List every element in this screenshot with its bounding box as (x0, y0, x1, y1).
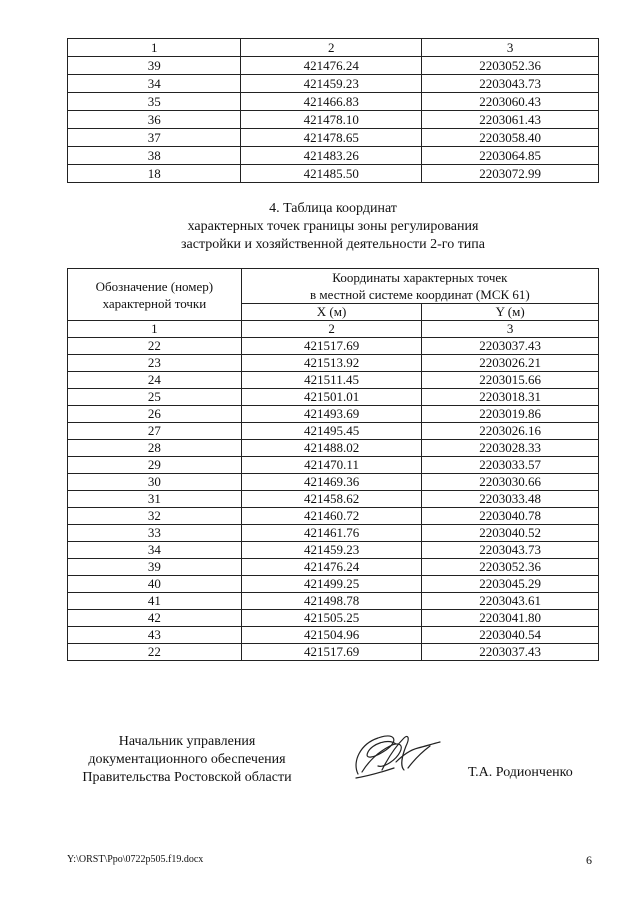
table-row (68, 491, 599, 508)
table-row (68, 57, 599, 75)
point-cell: 32 (68, 508, 242, 525)
y-cell: 2203037.43 (422, 338, 599, 355)
signatory-title-line: документационного обеспечения (88, 752, 286, 767)
footer-file-path: Y:\ORST\Ppo\0722p505.f19.docx (67, 854, 204, 865)
table-row (68, 559, 599, 576)
x-cell: 421513.92 (241, 355, 422, 372)
table-row (68, 111, 599, 129)
y-cell: 2203026.16 (422, 423, 599, 440)
point-cell: 34 (68, 542, 242, 559)
section-title-line: 4. Таблица координат (269, 201, 397, 216)
point-cell: 35 (68, 93, 241, 111)
y-cell: 2203043.61 (422, 593, 599, 610)
x-cell: 421517.69 (241, 644, 422, 661)
x-cell: 421517.69 (241, 338, 422, 355)
table-row (68, 406, 599, 423)
x-cell: 421499.25 (241, 576, 422, 593)
point-cell: 41 (68, 593, 242, 610)
x-cell: 421459.23 (241, 542, 422, 559)
table-row (68, 338, 599, 355)
table-cell: 1 (68, 321, 242, 338)
table-row (68, 165, 599, 183)
table-numbering-row (68, 321, 599, 338)
y-cell: 2203045.29 (422, 576, 599, 593)
table-cell: 2 (241, 39, 422, 57)
x-cell: 421504.96 (241, 627, 422, 644)
table-numbering-row (68, 39, 599, 57)
point-cell: 30 (68, 474, 242, 491)
table-row (68, 129, 599, 147)
table-cell: 1 (68, 39, 241, 57)
coordinates-table (67, 268, 599, 661)
table-row (68, 147, 599, 165)
point-cell: 26 (68, 406, 242, 423)
point-cell: 37 (68, 129, 241, 147)
header-coords-cell (241, 269, 598, 304)
y-cell: 2203040.78 (422, 508, 599, 525)
point-cell: 39 (68, 57, 241, 75)
point-cell: 29 (68, 457, 242, 474)
table-row (68, 474, 599, 491)
y-cell: 2203015.66 (422, 372, 599, 389)
x-cell: 421476.24 (241, 559, 422, 576)
x-cell: 421460.72 (241, 508, 422, 525)
y-cell: 2203052.36 (422, 57, 599, 75)
table2-body (68, 269, 599, 661)
y-cell: 2203061.43 (422, 111, 599, 129)
point-cell: 40 (68, 576, 242, 593)
table-row (68, 457, 599, 474)
y-cell: 2203064.85 (422, 147, 599, 165)
point-cell: 22 (68, 338, 242, 355)
x-cell: 421498.78 (241, 593, 422, 610)
y-cell: 2203019.86 (422, 406, 599, 423)
signatory-name: Т.А. Родионченко (468, 765, 573, 780)
point-cell: 25 (68, 389, 242, 406)
y-cell: 2203018.31 (422, 389, 599, 406)
x-cell: 421495.45 (241, 423, 422, 440)
y-cell: 2203030.66 (422, 474, 599, 491)
header-y-cell: Y (м) (422, 304, 599, 321)
x-cell: 421488.02 (241, 440, 422, 457)
header-x-cell: X (м) (241, 304, 422, 321)
section-title-line: характерных точек границы зоны регулирования (187, 219, 479, 234)
table-row (68, 610, 599, 627)
signatory-title (72, 733, 302, 787)
point-cell: 27 (68, 423, 242, 440)
x-cell: 421505.25 (241, 610, 422, 627)
table-row (68, 440, 599, 457)
section-title-line: застройки и хозяйственной деятельности 2-го типа (180, 237, 486, 252)
page-number: 6 (586, 853, 592, 867)
y-cell: 2203060.43 (422, 93, 599, 111)
table-row (68, 508, 599, 525)
table-header-row (68, 269, 599, 304)
x-cell: 421461.76 (241, 525, 422, 542)
point-cell: 28 (68, 440, 242, 457)
point-cell: 24 (68, 372, 242, 389)
table-row (68, 355, 599, 372)
y-cell: 2203058.40 (422, 129, 599, 147)
point-cell: 18 (68, 165, 241, 183)
y-cell: 2203052.36 (422, 559, 599, 576)
x-cell: 421485.50 (241, 165, 422, 183)
x-cell: 421476.24 (241, 57, 422, 75)
table-cell: 2 (241, 321, 422, 338)
x-cell: 421459.23 (241, 75, 422, 93)
x-cell: 421458.62 (241, 491, 422, 508)
section-title (67, 200, 599, 254)
y-cell: 2203033.48 (422, 491, 599, 508)
x-cell: 421493.69 (241, 406, 422, 423)
header-point-line: характерной точки (102, 295, 207, 311)
table-cell: 3 (422, 321, 599, 338)
x-cell: 421501.01 (241, 389, 422, 406)
x-cell: 421469.36 (241, 474, 422, 491)
table-row (68, 644, 599, 661)
point-cell: 36 (68, 111, 241, 129)
table-cell: 3 (422, 39, 599, 57)
x-cell: 421483.26 (241, 147, 422, 165)
point-cell: 33 (68, 525, 242, 542)
table-row (68, 627, 599, 644)
point-cell: 23 (68, 355, 242, 372)
x-cell: 421470.11 (241, 457, 422, 474)
handwritten-signature (338, 722, 448, 784)
y-cell: 2203037.43 (422, 644, 599, 661)
y-cell: 2203040.52 (422, 525, 599, 542)
coordinates-table-continued (67, 38, 599, 183)
table1-body (68, 39, 599, 183)
point-cell: 34 (68, 75, 241, 93)
point-cell: 43 (68, 627, 242, 644)
signatory-title-line: Начальник управления (118, 734, 256, 749)
y-cell: 2203028.33 (422, 440, 599, 457)
y-cell: 2203040.54 (422, 627, 599, 644)
point-cell: 31 (68, 491, 242, 508)
x-cell: 421478.65 (241, 129, 422, 147)
table-row (68, 542, 599, 559)
y-cell: 2203041.80 (422, 610, 599, 627)
point-cell: 39 (68, 559, 242, 576)
header-coords-line: в местной системе координат (МСК 61) (310, 287, 530, 302)
table-row (68, 372, 599, 389)
point-cell: 22 (68, 644, 242, 661)
y-cell: 2203026.21 (422, 355, 599, 372)
point-cell: 38 (68, 147, 241, 165)
signatory-title-line: Правительства Ростовской области (82, 770, 292, 785)
x-cell: 421466.83 (241, 93, 422, 111)
table-row (68, 389, 599, 406)
y-cell: 2203033.57 (422, 457, 599, 474)
table-row (68, 576, 599, 593)
table-row (68, 93, 599, 111)
x-cell: 421478.10 (241, 111, 422, 129)
y-cell: 2203043.73 (422, 542, 599, 559)
y-cell: 2203072.99 (422, 165, 599, 183)
y-cell: 2203043.73 (422, 75, 599, 93)
table-row (68, 75, 599, 93)
header-coords-line: Координаты характерных точек (332, 270, 508, 285)
table-row (68, 525, 599, 542)
point-cell: 42 (68, 610, 242, 627)
header-point-line: Обозначение (номер) (95, 278, 214, 294)
x-cell: 421511.45 (241, 372, 422, 389)
table-row (68, 593, 599, 610)
table-row (68, 423, 599, 440)
header-point-cell (68, 269, 242, 321)
